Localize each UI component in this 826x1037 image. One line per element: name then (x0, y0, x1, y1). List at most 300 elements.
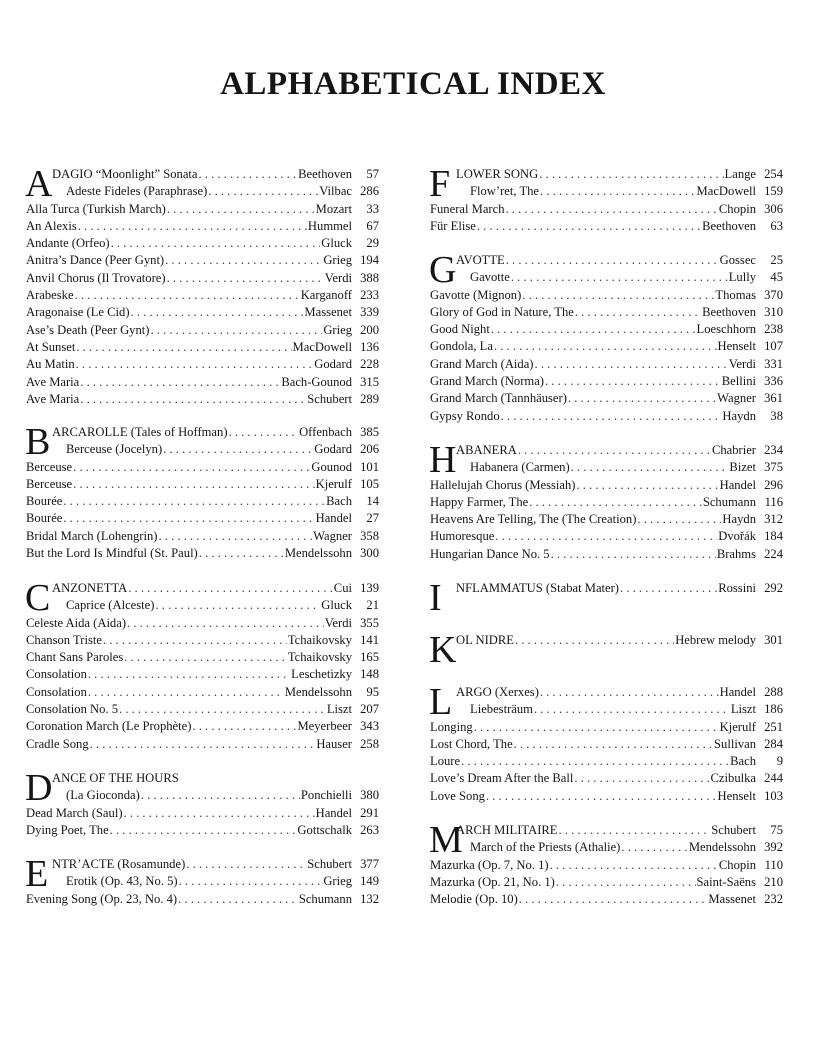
dot-leader (511, 269, 728, 286)
dot-leader (186, 856, 306, 873)
entry-title: Mazurka (Op. 7, No. 1) (430, 857, 549, 872)
entry-composer: Gounod (311, 459, 352, 474)
entry-title: Longing (430, 719, 473, 734)
entry-title: But the Lord Is Mindful (St. Paul) (26, 546, 198, 561)
index-entry (430, 459, 783, 476)
dot-leader (514, 736, 713, 753)
dot-leader (119, 701, 326, 718)
index-entry (26, 235, 379, 252)
dot-leader (494, 338, 717, 355)
dot-leader (111, 235, 321, 252)
index-entry (430, 287, 783, 304)
dot-leader (141, 787, 300, 804)
entry-composer: Liszt (326, 702, 352, 717)
dot-leader (124, 805, 315, 822)
index-entry (26, 822, 379, 839)
entry-page: 263 (360, 822, 379, 837)
entry-title: Caprice (Alceste) (66, 598, 155, 613)
entry-title: Grand March (Tannhäuser) (430, 391, 567, 406)
entry-page: 284 (764, 736, 783, 751)
dot-leader (78, 218, 307, 235)
entry-title: Hallelujah Chorus (Messiah) (430, 477, 576, 492)
entry-composer: Tchaikovsky (287, 650, 352, 665)
entry-composer: Schubert (307, 391, 352, 406)
entry-composer: Wagner (717, 391, 756, 406)
entry-title: Love Song (430, 788, 485, 803)
dot-leader (540, 183, 696, 200)
entry-page: 289 (360, 391, 379, 406)
index-entry (26, 424, 379, 441)
dot-leader (80, 374, 280, 391)
entry-page: 210 (764, 874, 783, 889)
entry-composer: Tchaikovsky (287, 632, 352, 647)
entry-composer: Offenbach (299, 425, 352, 439)
index-entry (26, 805, 379, 822)
index-entry (26, 787, 379, 804)
entry-page: 361 (764, 391, 783, 406)
index-entry (430, 701, 783, 718)
index-entry (26, 218, 379, 235)
entry-composer: Loeschhorn (696, 322, 756, 337)
entry-composer: Schubert (711, 823, 756, 837)
entry-page: 315 (360, 374, 379, 389)
entry-composer: Grieg (323, 322, 352, 337)
index-entry (26, 493, 379, 510)
entry-page: 14 (366, 494, 379, 509)
entry-composer: Massenet (304, 305, 352, 320)
entry-composer: Massenet (708, 892, 756, 907)
dot-leader (88, 666, 290, 683)
entry-composer: Chopin (718, 201, 756, 216)
entry-composer: Lully (728, 270, 756, 285)
index-entry (26, 201, 379, 218)
index-section-l (429, 681, 783, 805)
entry-title: Gavotte (470, 270, 510, 285)
entry-title: Bourée (26, 494, 63, 509)
drop-cap-letter: C (25, 577, 51, 619)
index-entry (26, 545, 379, 562)
index-entry (430, 822, 783, 839)
entry-page: 244 (764, 771, 783, 786)
dot-leader (124, 649, 287, 666)
entry-composer: Brahms (716, 546, 756, 561)
index-entry (430, 390, 783, 407)
entry-composer: Verdi (324, 270, 352, 285)
index-entry (430, 356, 783, 373)
entry-title: ARCAROLLE (Tales of Hoffman) (52, 425, 228, 439)
entry-page: 377 (360, 857, 379, 871)
index-section-a (25, 163, 379, 408)
drop-cap-letter: K (429, 629, 457, 671)
entry-page: 232 (764, 892, 783, 907)
index-entry (26, 666, 379, 683)
dot-leader (518, 442, 711, 459)
dot-leader (63, 493, 325, 510)
entry-composer: Gluck (321, 598, 352, 613)
index-section-m (429, 819, 783, 908)
dot-leader (545, 373, 721, 390)
entry-page: 45 (770, 270, 783, 285)
dot-leader (522, 287, 714, 304)
entry-page: 38 (770, 408, 783, 423)
dot-leader (529, 494, 702, 511)
dot-leader (501, 408, 722, 425)
entry-page: 286 (360, 184, 379, 199)
dot-leader (568, 390, 716, 407)
index-section-e (25, 853, 379, 908)
entry-title: Berceuse (26, 476, 73, 491)
index-entry (430, 788, 783, 805)
index-entry (26, 252, 379, 269)
entry-title: Ave Maria (26, 391, 80, 406)
entry-page: 101 (360, 459, 379, 474)
dot-leader (103, 632, 287, 649)
index-section-f (429, 163, 783, 235)
entry-composer: Henselt (717, 788, 756, 803)
entry-composer: Godard (314, 357, 352, 372)
drop-cap-letter: H (429, 439, 457, 481)
entry-page: 67 (366, 218, 379, 233)
index-entry (430, 546, 783, 563)
dot-leader (73, 459, 310, 476)
entry-page: 21 (366, 598, 379, 613)
entry-page: 301 (764, 633, 783, 647)
index-entry (430, 857, 783, 874)
entry-composer: Meyerbeer (297, 719, 352, 734)
index-section-k (429, 629, 783, 671)
entry-title: Gypsy Rondo (430, 408, 500, 423)
index-section-i (429, 577, 783, 619)
dot-leader (621, 839, 687, 856)
entry-composer: Henselt (717, 339, 756, 354)
index-entry (26, 684, 379, 701)
entry-title: Für Elise (430, 218, 476, 233)
entry-title: Coronation March (Le Prophète) (26, 719, 192, 734)
dot-leader (477, 218, 701, 235)
entry-page: 105 (360, 476, 379, 491)
entry-composer: Mendelssohn (284, 684, 352, 699)
entry-composer: Kjerulf (315, 476, 352, 491)
dot-leader (506, 252, 719, 269)
dot-leader (620, 580, 717, 597)
entry-composer: Beethoven (702, 218, 756, 233)
entry-title: Mazurka (Op. 21, No. 1) (430, 874, 555, 889)
entry-title: An Alexis (26, 218, 77, 233)
dot-leader (155, 597, 320, 614)
index-entry (26, 770, 379, 787)
dot-leader (474, 719, 719, 736)
drop-cap-letter: A (25, 163, 53, 205)
entry-title: Dead March (Saul) (26, 805, 123, 820)
entry-title: Humoresque (430, 529, 495, 544)
entry-composer: MacDowell (292, 339, 352, 354)
drop-cap-letter: L (429, 681, 453, 723)
entry-composer: Haydn (722, 408, 756, 423)
dot-leader (199, 166, 298, 183)
index-entry (26, 736, 379, 753)
entry-title: Chanson Triste (26, 632, 102, 647)
entry-page: 234 (764, 443, 783, 457)
entry-composer: Dvořák (718, 529, 756, 544)
entry-title: Ase’s Death (Peer Gynt) (26, 322, 150, 337)
entry-title: Lost Chord, The (430, 736, 513, 751)
index-section-c (25, 577, 379, 753)
drop-cap-letter: I (429, 577, 442, 619)
entry-page: 27 (366, 511, 379, 526)
entry-page: 149 (360, 874, 379, 889)
dot-leader (128, 580, 333, 597)
dot-leader (192, 718, 296, 735)
entry-page: 370 (764, 287, 783, 302)
dot-leader (535, 356, 728, 373)
entry-composer: Schumann (702, 494, 756, 509)
entry-composer: Kjerulf (719, 719, 756, 734)
entry-composer: Gottschalk (297, 822, 352, 837)
entry-composer: Mozart (315, 201, 352, 216)
entry-page: 132 (360, 891, 379, 906)
entry-composer: Grieg (323, 874, 352, 889)
entry-title: Berceuse (Jocelyn) (66, 442, 163, 457)
dot-leader (80, 391, 306, 408)
entry-page: 343 (360, 719, 379, 734)
dot-leader (73, 476, 314, 493)
page-title: ALPHABETICAL INDEX (220, 66, 606, 102)
entry-page: 186 (764, 702, 783, 717)
entry-title: Glory of God in Nature, The (430, 304, 574, 319)
index-entry (430, 321, 783, 338)
entry-title: Hungarian Dance No. 5 (430, 546, 550, 561)
index-entry (26, 287, 379, 304)
entry-composer: Czibulka (710, 771, 756, 786)
entry-page: 355 (360, 615, 379, 630)
index-entry (430, 304, 783, 321)
dot-leader (199, 545, 284, 562)
dot-leader (551, 546, 716, 563)
entry-title: Good Night (430, 322, 490, 337)
entry-page: 224 (764, 546, 783, 561)
entry-composer: Haydn (722, 512, 756, 527)
index-entry (26, 183, 379, 200)
entry-page: 139 (360, 581, 379, 595)
index-entry (430, 373, 783, 390)
dot-leader (178, 891, 298, 908)
dot-leader (229, 424, 299, 441)
index-entry (430, 839, 783, 856)
entry-title: ANCE OF THE HOURS (52, 771, 179, 785)
entry-title: Liebesträum (470, 702, 533, 717)
index-entry (26, 374, 379, 391)
entry-title: Ave Maria (26, 374, 80, 389)
entry-composer: Saint-Saëns (696, 874, 756, 889)
index-entry (26, 322, 379, 339)
entry-page: 116 (764, 494, 783, 509)
entry-title: NTR’ACTE (Rosamunde) (52, 857, 186, 871)
entry-title: Aragonaise (Le Cid) (26, 305, 130, 320)
entry-composer: Bach (326, 494, 352, 509)
drop-cap-letter: G (429, 249, 457, 291)
entry-composer: Beethoven (702, 304, 756, 319)
entry-composer: Hummel (307, 218, 352, 233)
entry-page: 288 (764, 685, 783, 699)
entry-page: 25 (770, 253, 783, 267)
entry-composer: Beethoven (298, 167, 352, 181)
entry-composer: Hauser (316, 736, 352, 751)
entry-title: Anitra’s Dance (Peer Gynt) (26, 253, 165, 268)
entry-page: 29 (366, 236, 379, 251)
dot-leader (506, 201, 718, 218)
entry-title: Cradle Song (26, 736, 89, 751)
entry-title: Happy Farmer, The (430, 494, 529, 509)
entry-title: ANZONETTA (52, 581, 128, 595)
entry-title: Alla Turca (Turkish March) (26, 201, 166, 216)
entry-composer: Gossec (719, 253, 756, 267)
entry-composer: MacDowell (696, 184, 756, 199)
entry-page: 57 (366, 167, 379, 181)
entry-composer: Handel (315, 511, 352, 526)
dot-leader (127, 615, 324, 632)
dot-leader (165, 252, 322, 269)
index-entry (26, 580, 379, 597)
entry-page: 336 (764, 374, 783, 389)
index-entry (26, 856, 379, 873)
index-entry (430, 528, 783, 545)
index-entry (430, 511, 783, 528)
index-entry (430, 770, 783, 787)
index-entry (26, 510, 379, 527)
entry-composer: Handel (719, 685, 756, 699)
entry-page: 159 (764, 184, 783, 199)
index-section-g (429, 249, 783, 425)
dot-leader (163, 441, 313, 458)
entry-page: 9 (776, 754, 783, 769)
entry-composer: Leschetizky (291, 667, 352, 682)
entry-composer: Ponchielli (300, 788, 352, 803)
entry-composer: Rossini (718, 581, 756, 595)
entry-title: AVOTTE (456, 253, 505, 267)
entry-title: LOWER SONG (456, 167, 539, 181)
entry-page: 291 (360, 805, 379, 820)
dot-leader (495, 528, 717, 545)
dot-leader (486, 788, 717, 805)
entry-title: Berceuse (26, 459, 73, 474)
entry-page: 103 (764, 788, 783, 803)
entry-title: Au Matin (26, 357, 75, 372)
entry-page: 331 (764, 356, 783, 371)
entry-title: Bourée (26, 511, 63, 526)
entry-page: 107 (764, 339, 783, 354)
index-entry (430, 753, 783, 770)
entry-page: 310 (764, 304, 783, 319)
entry-page: 228 (360, 357, 379, 372)
dot-leader (150, 322, 322, 339)
index-entry (430, 408, 783, 425)
index-entry (26, 649, 379, 666)
index-entry (26, 304, 379, 321)
entry-title: Heavens Are Telling, The (The Creation) (430, 512, 637, 527)
entry-title: Grand March (Norma) (430, 374, 544, 389)
entry-composer: Godard (314, 442, 352, 457)
drop-cap-letter: M (429, 819, 463, 861)
entry-composer: Cui (333, 581, 352, 595)
dot-leader (540, 684, 719, 701)
entry-composer: Thomas (715, 287, 756, 302)
dot-leader (515, 632, 674, 649)
index-entry (430, 891, 783, 908)
entry-title: Flow’ret, The (470, 184, 540, 199)
entry-page: 206 (360, 442, 379, 457)
dot-leader (539, 166, 723, 183)
index-entry (430, 201, 783, 218)
index-entry (430, 736, 783, 753)
dot-leader (519, 891, 708, 908)
entry-page: 95 (366, 684, 379, 699)
dot-leader (63, 510, 314, 527)
entry-page: 136 (360, 339, 379, 354)
entry-title: Adeste Fideles (Paraphrase) (66, 184, 208, 199)
entry-title: (La Gioconda) (66, 788, 140, 803)
entry-page: 233 (360, 288, 379, 303)
entry-composer: Gluck (321, 236, 352, 251)
dot-leader (159, 528, 313, 545)
entry-composer: Bizet (729, 460, 756, 475)
entry-title: Gavotte (Mignon) (430, 287, 522, 302)
dot-leader (167, 201, 315, 218)
entry-title: Anvil Chorus (Il Trovatore) (26, 270, 166, 285)
dot-leader (571, 459, 729, 476)
entry-title: Andante (Orfeo) (26, 236, 110, 251)
index-entry (430, 494, 783, 511)
index-entry (26, 528, 379, 545)
entry-title: Evening Song (Op. 23, No. 4) (26, 891, 178, 906)
dot-leader (461, 753, 729, 770)
entry-page: 251 (764, 719, 783, 734)
entry-page: 141 (360, 632, 379, 647)
dot-leader (550, 857, 718, 874)
entry-composer: Verdi (324, 615, 352, 630)
entry-page: 306 (764, 201, 783, 216)
index-entry (430, 338, 783, 355)
dot-leader (75, 287, 300, 304)
entry-composer: Verdi (728, 356, 756, 371)
dot-leader (179, 873, 323, 890)
dot-leader (131, 304, 304, 321)
drop-cap-letter: F (429, 163, 451, 205)
entry-composer: Lange (724, 167, 756, 181)
entry-page: 296 (764, 477, 783, 492)
entry-title: Bridal March (Lohengrin) (26, 528, 158, 543)
entry-page: 358 (360, 528, 379, 543)
index-entry (430, 684, 783, 701)
index-entry (430, 183, 783, 200)
index-entry (430, 719, 783, 736)
entry-page: 300 (360, 546, 379, 561)
index-entry (430, 218, 783, 235)
entry-title: OL NIDRE (456, 633, 514, 647)
entry-composer: Vilbac (319, 184, 352, 199)
entry-page: 292 (764, 581, 783, 595)
dot-leader (491, 321, 696, 338)
entry-title: Love’s Dream After the Ball (430, 771, 574, 786)
dot-leader (167, 270, 324, 287)
entry-composer: Schubert (307, 857, 352, 871)
entry-composer: Bach (730, 754, 756, 769)
dot-leader (637, 511, 721, 528)
index-section-b (25, 421, 379, 562)
index-entry (26, 166, 379, 183)
index-entry (430, 874, 783, 891)
entry-page: 258 (360, 736, 379, 751)
dot-leader (558, 822, 710, 839)
